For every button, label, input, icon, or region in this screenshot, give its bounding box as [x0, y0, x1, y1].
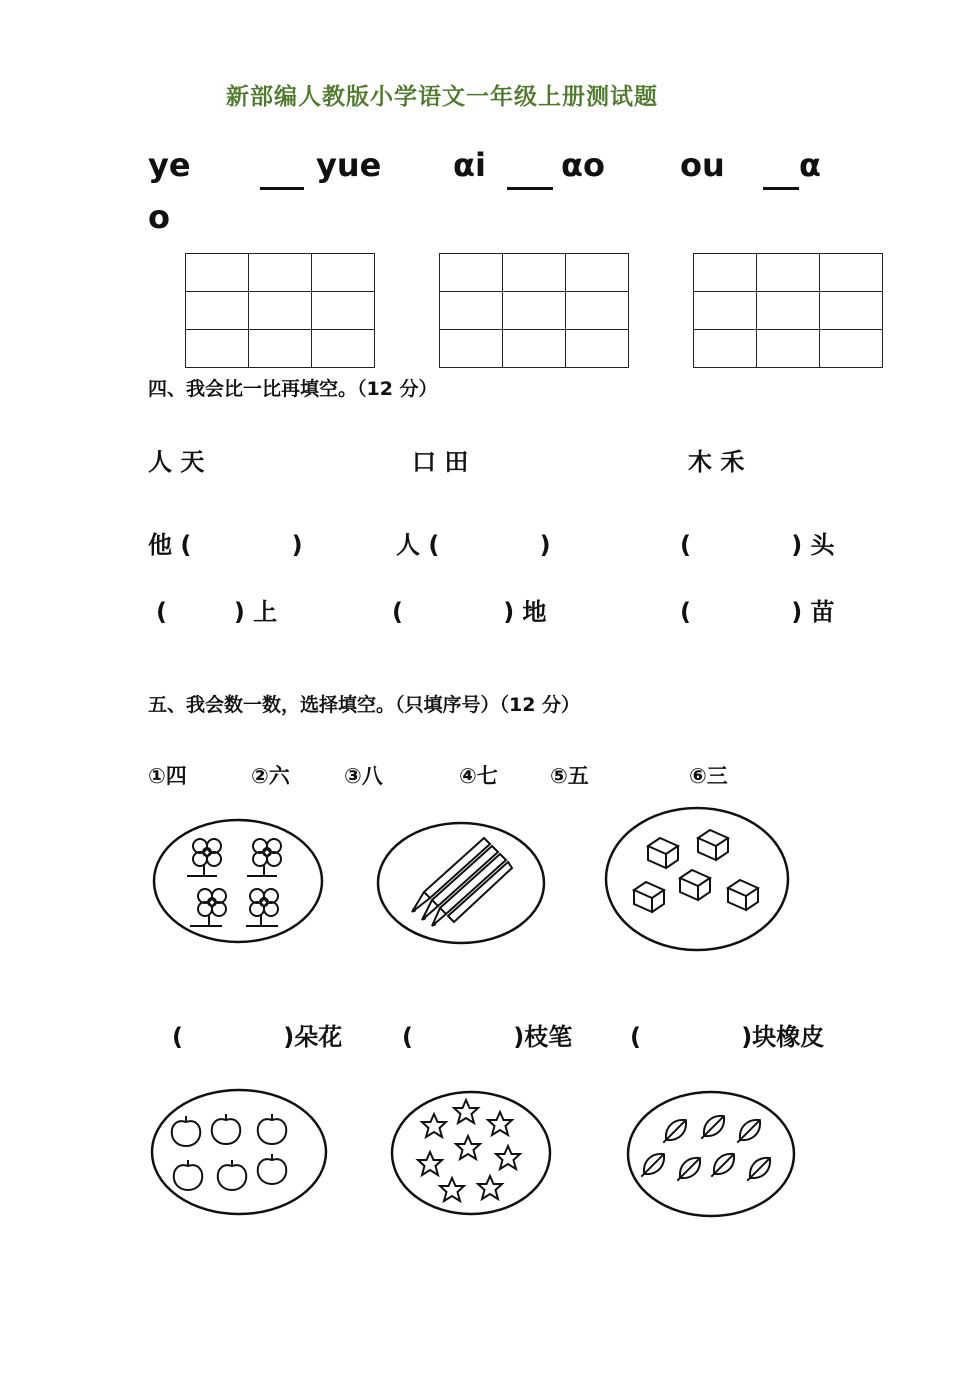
erasers-picture: [604, 806, 790, 952]
pinyin-ou: ou: [680, 146, 725, 184]
section-4-heading: 四、我会比一比再填空。（12 分）: [148, 378, 438, 400]
pinyin-ye: ye: [148, 146, 191, 184]
section-5-heading: 五、我会数一数，选择填空。（只填序号）（12 分）: [148, 694, 581, 716]
pinyin-o: o: [148, 198, 170, 236]
fill-row1-3[interactable]: ( ) 头: [680, 531, 835, 559]
pencils-picture: [376, 820, 546, 946]
pinyin-blank-1[interactable]: [260, 166, 304, 204]
pinyin-a: α: [799, 146, 821, 184]
pinyin-ao: αo: [561, 146, 605, 184]
pinyin-blank-3[interactable]: [763, 166, 799, 204]
fill-row2-1[interactable]: ( ) 上: [156, 598, 278, 626]
option-6: ⑥三: [689, 764, 728, 788]
option-5: ⑤五: [550, 764, 589, 788]
fill-row1-1[interactable]: 他 ( ): [148, 531, 303, 559]
option-3: ③八: [344, 764, 383, 788]
page-title: 新部编人教版小学语文一年级上册测试题: [226, 84, 658, 110]
stars-picture: [390, 1090, 552, 1216]
pinyin-blank-2[interactable]: [507, 166, 553, 204]
writing-grid-2[interactable]: [439, 253, 629, 368]
fill-row2-3[interactable]: ( ) 苗: [680, 598, 835, 626]
pinyin-ai: αi: [453, 146, 486, 184]
answer-pencils[interactable]: ( )枝笔: [402, 1023, 573, 1051]
answer-erasers[interactable]: ( )块橡皮: [630, 1023, 825, 1051]
fill-row2-2[interactable]: ( ) 地: [392, 598, 547, 626]
pinyin-yue: yue: [316, 146, 382, 184]
pair-1: 人 天: [148, 448, 205, 476]
leaves-picture: [626, 1090, 796, 1218]
fill-row1-2[interactable]: 人 ( ): [396, 531, 551, 559]
pair-3: 木 禾: [688, 448, 745, 476]
writing-grid-1[interactable]: [185, 253, 375, 368]
apples-picture: [150, 1088, 328, 1216]
pair-2: 口 田: [412, 448, 469, 476]
flowers-picture: [152, 818, 324, 944]
answer-flowers[interactable]: ( )朵花: [172, 1023, 343, 1051]
option-4: ④七: [459, 764, 498, 788]
writing-grid-3[interactable]: [693, 253, 883, 368]
option-2: ②六: [251, 764, 290, 788]
option-1: ①四: [148, 764, 187, 788]
